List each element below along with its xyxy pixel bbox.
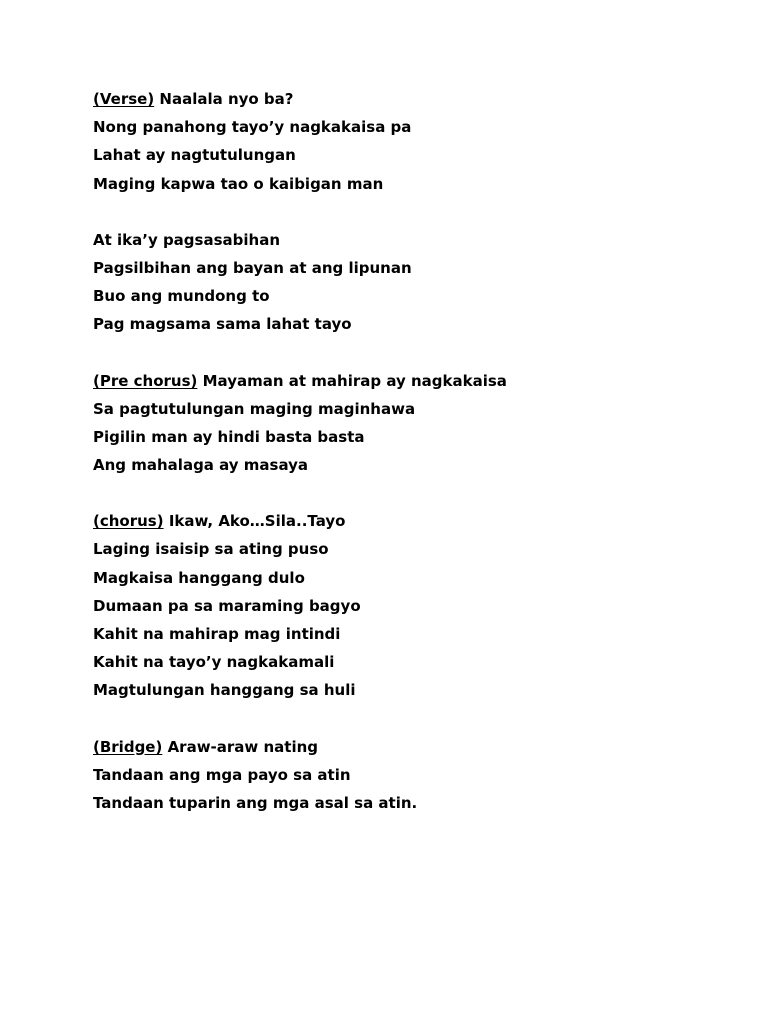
lyric-line: Pag magsama sama lahat tayo — [93, 315, 352, 334]
lyric-line: Pigilin man ay hindi basta basta — [93, 427, 365, 446]
pre-chorus-first-line-text: Mayaman at mahirap ay nagkakaisa — [197, 371, 507, 390]
stanza-gap — [93, 339, 733, 367]
pre-chorus-first-line — [93, 367, 733, 395]
lyric-line: Tandaan tuparin ang mga asal sa atin. — [93, 793, 418, 812]
lyric-line: Pagsilbihan ang bayan at ang lipunan — [93, 258, 412, 277]
lyrics-document — [93, 85, 733, 817]
chorus-first-line-text: Ikaw, Ako…Sila..Tayo — [163, 512, 346, 531]
lyric-line: At ika’y pagsasabihan — [93, 230, 280, 249]
verse2-stanza — [93, 226, 733, 339]
lyric-line: Maging kapwa tao o kaibigan man — [93, 174, 384, 193]
lyric-line: Dumaan pa sa maraming bagyo — [93, 596, 361, 615]
verse-first-line-text: Naalala nyo ba? — [154, 90, 294, 108]
bridge-first-line — [93, 733, 733, 761]
bridge-stanza — [93, 733, 733, 818]
chorus-first-line — [93, 507, 733, 535]
lyric-line: Laging isaisip sa ating puso — [93, 540, 329, 559]
lyric-line: Kahit na mahirap mag intindi — [93, 625, 341, 643]
lyric-line: Magkaisa hanggang dulo — [93, 568, 305, 587]
lyric-line: Tandaan ang mga payo sa atin — [93, 765, 351, 784]
chorus-stanza — [93, 507, 733, 704]
verse-label: (Verse) — [93, 90, 155, 108]
stanza-gap — [93, 198, 733, 226]
lyric-line: Kahit na tayo’y nagkakamali — [93, 653, 335, 672]
verse-stanza — [93, 85, 733, 198]
bridge-first-line-text: Araw-araw nating — [162, 737, 319, 756]
chorus-label: (chorus) — [93, 512, 164, 531]
pre-chorus-label: (Pre chorus) — [93, 371, 198, 390]
stanza-gap — [93, 479, 733, 507]
lyric-line: Lahat ay nagtutulungan — [93, 146, 296, 165]
stanza-gap — [93, 705, 733, 733]
lyric-line: Sa pagtutulungan maging maginhawa — [93, 399, 416, 418]
pre-chorus-stanza — [93, 367, 733, 480]
bridge-label: (Bridge) — [93, 737, 163, 756]
lyric-line: Nong panahong tayo’y nagkakaisa pa — [93, 118, 412, 137]
lyric-line: Buo ang mundong to — [93, 287, 270, 306]
verse-first-line — [93, 85, 733, 113]
lyric-line: Magtulungan hanggang sa huli — [93, 681, 356, 700]
lyric-line: Ang mahalaga ay masaya — [93, 456, 309, 475]
